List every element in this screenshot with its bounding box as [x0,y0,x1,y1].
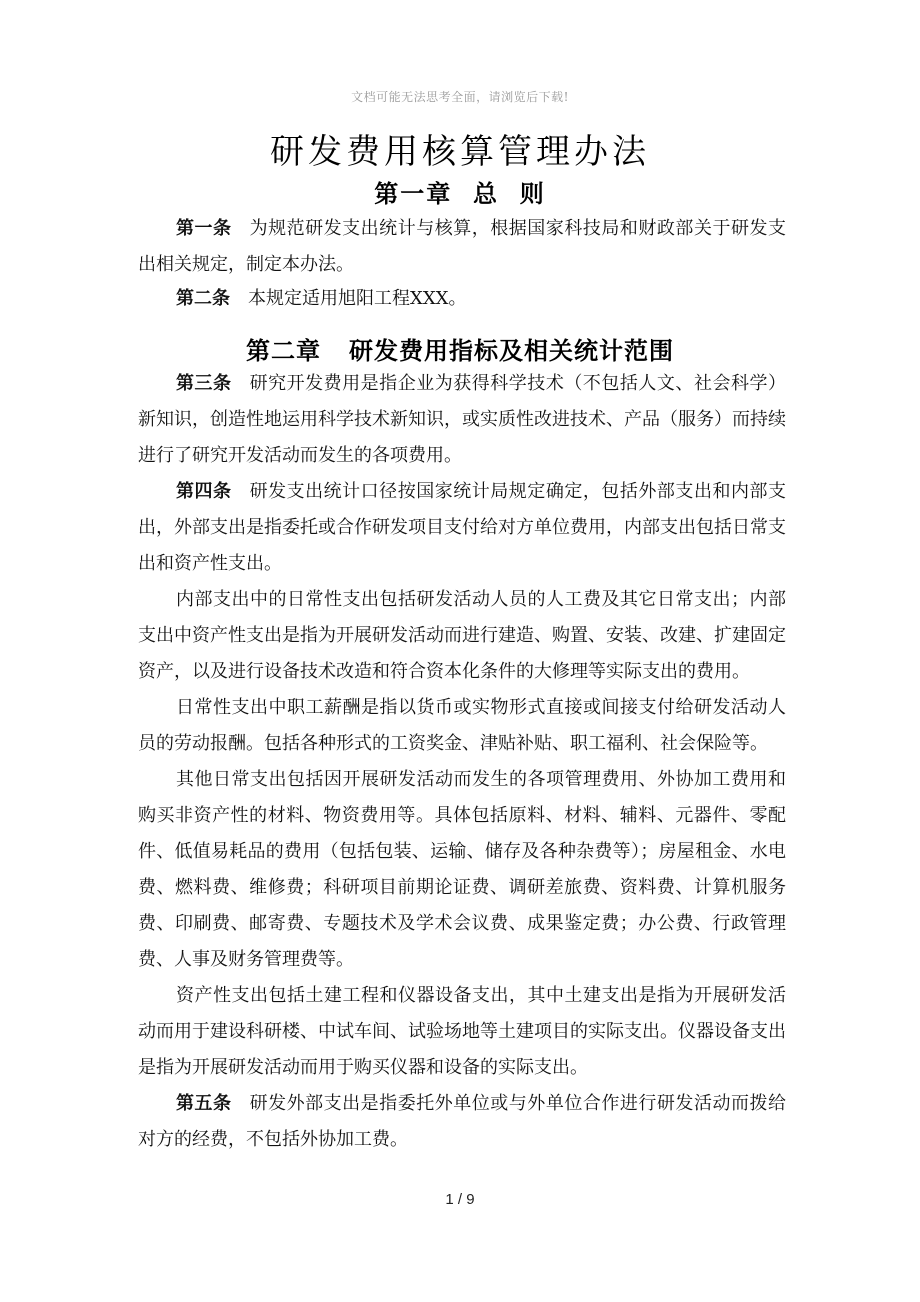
article-3-label: 第三条 [176,373,232,394]
article-5-label: 第五条 [176,1093,232,1114]
article-2-text: 本规定适用旭阳工程XXX。 [248,288,467,309]
article-4 [138,474,786,582]
article-3 [138,366,786,474]
article-4-text: 研发支出统计口径按国家统计局规定确定，包括外部支出和内部支出，外部支出是指委托或合作研发项目支付给对方单位费用，内部支出包括日常支出和资产性支出。 [138,481,787,574]
paragraph-other-expenses: 其他日常支出包括因开展研发活动而发生的各项管理费用、外协加工费用和购买非资产性的材料、物资费用等。具体包括原料、材料、辅料、元器件、零配件、低值易耗品的费用（包括包装、运输、储存及各种杂费等）；房屋租金、水电费、燃料费、维修费；科研项目前期论证费、调研差旅费、资料费、计算机服务费、印刷费、邮寄费、专题技术及学术会议费、成果鉴定费；办公费、行政管理费、人事及财务管理费等。 [138,769,786,970]
paragraph-internal-expenditure: 内部支出中的日常性支出包括研发活动人员的人工费及其它日常支出；内部支出中资产性支出是指为开展研发活动而进行建造、购置、安装、改建、扩建固定资产，以及进行设备技术改造和符合资本化条件的大修理等实际支出的费用。 [138,589,786,682]
page-number: 1 / 9 [445,1191,475,1208]
watermark-text: 文档可能无法思考全面，请浏览后下载! [351,90,569,104]
article-4-label: 第四条 [176,481,232,502]
article-5-text: 研发外部支出是指委托外单位或与外单位合作进行研发活动而拨给对方的经费，不包括外协加工费。 [138,1093,787,1150]
article-3-text: 研究开发费用是指企业为获得科学技术（不包括人文、社会科学）新知识，创造性地运用科学技术新知识，或实质性改进技术、产品（服务）而持续进行了研究开发活动而发生的各项费用。 [138,373,787,466]
article-2 [138,281,786,317]
article-1-text: 为规范研发支出统计与核算，根据国家科技局和财政部关于研发支出相关规定，制定本办法。 [138,218,787,275]
paragraph-asset-expenditure: 资产性支出包括土建工程和仪器设备支出，其中土建支出是指为开展研发活动而用于建设科研楼、中试车间、试验场地等土建项目的实际支出。仪器设备支出是指为开展研发活动而用于购买仪器和设备的实际支出。 [138,985,786,1078]
document-title: 研发费用核算管理办法 [270,132,650,172]
article-5 [138,1086,786,1158]
article-2-label: 第二条 [176,288,230,309]
article-1-label: 第一条 [176,218,232,239]
paragraph-salary: 日常性支出中职工薪酬是指以货币或实物形式直接或间接支付给研发活动人员的劳动报酬。包括各种形式的工资奖金、津贴补贴、职工福利、社会保险等。 [138,697,786,754]
chapter-1-heading: 第一章 总 则 [374,179,546,208]
chapter-2-heading: 第二章 研发费用指标及相关统计范围 [245,336,675,365]
article-1 [138,211,786,283]
